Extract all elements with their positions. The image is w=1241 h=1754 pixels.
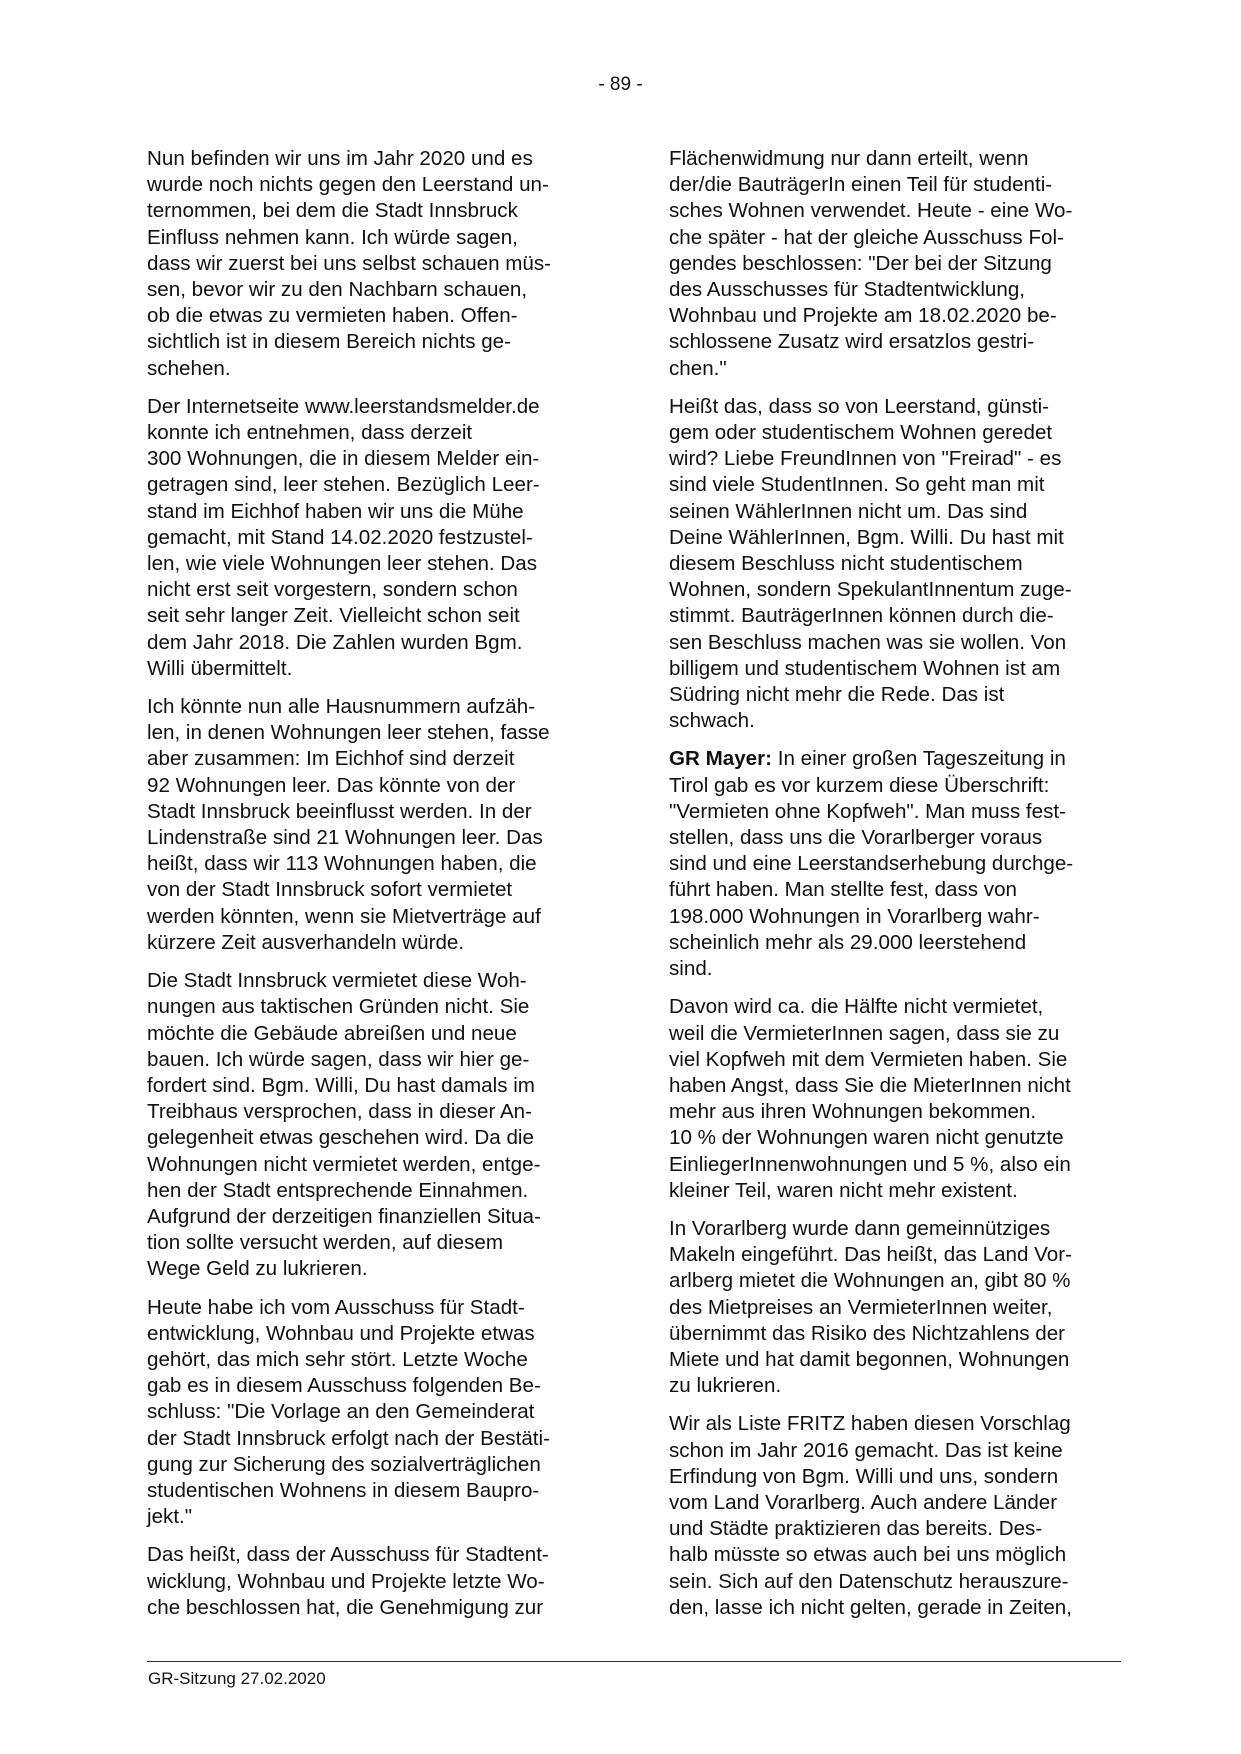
text-line: gung zur Sicherung des sozialverträglichen [147,1452,541,1476]
text-line: Deine WählerInnen, Bgm. Willi. Du hast mit [669,525,1064,549]
text-line: studentischen Wohnens in diesem Baupro- [147,1478,540,1502]
text-line: schwach. [669,709,755,733]
text-line: EinliegerInnenwohnungen und 5 %, also ein [669,1152,1071,1176]
text-line: sind und eine Leerstandserhebung durchge- [669,852,1074,876]
text-line: Das heißt, dass der Ausschuss für Stadtent- [147,1543,549,1567]
footer-text: GR-Sitzung 27.02.2020 [148,1669,326,1688]
text-line: weil die VermieterInnen sagen, dass sie zu [669,1021,1060,1045]
text-line: 92 Wohnungen leer. Das könnte von der [147,773,516,797]
text-line: Wohnungen nicht vermietet werden, entge- [147,1152,541,1176]
paragraph [669,1411,1137,1621]
text-line: schluss: "Die Vorlage an den Gemeinderat [147,1400,535,1424]
text-line: dass wir zuerst bei uns selbst schauen müs- [147,251,552,275]
text-line: Lindenstraße sind 21 Wohnungen leer. Das [147,826,543,850]
text-line: Der Internetseite www.leerstandsmelder.de [147,394,540,418]
text-line: wurde noch nichts gegen den Leerstand un- [147,173,549,197]
text-line: Heute habe ich vom Ausschuss für Stadt- [147,1295,525,1319]
text-line: des Ausschusses für Stadtentwicklung, [669,278,1026,302]
text-line: sen Beschluss machen was sie wollen. Von [669,630,1067,654]
text-line: nicht erst seit vorgestern, sondern schon [147,578,518,602]
text-line: sind viele StudentInnen. So geht man mit [669,473,1045,497]
text-line: Willi übermittelt. [147,656,293,680]
text-line: gelegenheit etwas geschehen wird. Da die [147,1126,534,1150]
text-line: schehen. [147,356,231,380]
text-line: dem Jahr 2018. Die Zahlen wurden Bgm. [147,630,523,654]
text-line: mehr aus ihren Wohnungen bekommen. [669,1100,1037,1124]
text-line [669,746,1137,772]
text-line: Die Stadt Innsbruck vermietet diese Woh- [147,969,527,993]
text-line: getragen sind, leer stehen. Bezüglich Leer- [147,473,540,497]
text-line: sches Wohnen verwendet. Heute - eine Wo- [669,199,1073,223]
text-line: Miete und hat damit begonnen, Wohnungen [669,1347,1070,1371]
text-line: Stadt Innsbruck beeinflusst werden. In der [147,799,532,823]
text-line: Treibhaus versprochen, dass in dieser An- [147,1100,532,1124]
paragraph [669,994,1137,1204]
paragraph [669,746,1137,982]
text-line: Nun befinden wir uns im Jahr 2020 und es [147,147,533,170]
paragraph [147,1542,615,1621]
text-line: und Städte praktizieren das bereits. Des- [669,1517,1043,1541]
text-line: sein. Sich auf den Datenschutz herauszure- [669,1569,1069,1593]
text-line: Wir als Liste FRITZ haben diesen Vorschlag [669,1412,1071,1436]
paragraph [147,1295,615,1531]
text-line: übernimmt das Risiko des Nichtzahlens der [669,1321,1066,1345]
text-line: 300 Wohnungen, die in diesem Melder ein- [147,447,540,471]
text-line: des Mietpreises an VermieterInnen weiter, [669,1295,1053,1319]
text-line: len, wie viele Wohnungen leer stehen. Das [147,552,537,576]
text-line: fordert sind. Bgm. Willi, Du hast damals im [147,1073,535,1097]
text-line: zu lukrieren. [669,1374,782,1398]
text-line: werden könnten, wenn sie Mietverträge auf [147,904,541,928]
text-line: tion sollte versucht werden, auf diesem [147,1231,503,1255]
paragraph [669,146,1137,382]
text-line: haben Angst, dass Sie die MieterInnen nicht [669,1073,1071,1097]
text-line: billigem und studentischem Wohnen ist am [669,656,1061,680]
text-line: gemacht, mit Stand 14.02.2020 festzustel- [147,525,533,549]
paragraph [147,394,615,682]
speaker-name: GR Mayer: [669,747,772,771]
text-line: jekt." [147,1505,193,1529]
text-line: diesem Beschluss nicht studentischem [669,552,1023,576]
text-line: gendes beschlossen: "Der bei der Sitzung [669,251,1052,275]
text-line: sen, bevor wir zu den Nachbarn schauen, [147,278,528,302]
text-line: Davon wird ca. die Hälfte nicht vermietet, [669,995,1044,1019]
text-line: Wohnen, sondern SpekulantInnentum zuge- [669,578,1072,602]
text-line: den, lasse ich nicht gelten, gerade in Zeiten, [669,1595,1072,1619]
text-line: führt haben. Man stellte fest, dass von [669,878,1018,902]
footer-rule [147,1661,1121,1662]
text-line: wird? Liebe FreundInnen von "Freirad" - es [669,447,1062,471]
text-line: Aufgrund der derzeitigen finanziellen Situa- [147,1204,541,1228]
text-line: ternommen, bei dem die Stadt Innsbruck [147,199,518,223]
text-line: Ich könnte nun alle Hausnummern aufzäh- [147,695,536,719]
paragraph [669,1216,1137,1399]
text-line: der/die BauträgerIn einen Teil für studenti- [669,173,1053,197]
text-line: von der Stadt Innsbruck sofort vermietet [147,878,513,902]
text-line: konnte ich entnehmen, dass derzeit [147,421,473,445]
text-line: heißt, dass wir 113 Wohnungen haben, die [147,852,537,876]
text-line: aber zusammen: Im Eichhof sind derzeit [147,747,515,771]
text-line: Makeln eingeführt. Das heißt, das Land Vor- [669,1243,1072,1267]
text-line: Wege Geld zu lukrieren. [147,1257,368,1281]
right-column [669,146,1137,1633]
text-line: Südring nicht mehr die Rede. Das ist [669,683,1005,707]
text-line: halb müsste so etwas auch bei uns möglich [669,1543,1067,1567]
text-line: viel Kopfweh mit dem Vermieten haben. Sie [669,1047,1068,1071]
text-line: gehört, das mich sehr stört. Letzte Woche [147,1347,528,1371]
text-line: 10 % der Wohnungen waren nicht genutzte [669,1126,1064,1150]
text-line: ob die etwas zu vermieten haben. Offen- [147,304,518,328]
text-line: Wohnbau und Projekte am 18.02.2020 be- [669,304,1057,328]
left-column [147,146,615,1633]
text-line: der Stadt Innsbruck erfolgt nach der Bestäti- [147,1426,550,1450]
text-line: stand im Eichhof haben wir uns die Mühe [147,499,524,523]
text-line: sichtlich ist in diesem Bereich nichts ge- [147,330,511,354]
text-line: schon im Jahr 2016 gemacht. Das ist keine [669,1438,1063,1462]
text-line: vom Land Vorarlberg. Auch andere Länder [669,1490,1058,1514]
text-line: arlberg mietet die Wohnungen an, gibt 80 % [669,1269,1071,1293]
text-line: sind. [669,957,713,981]
text-line: hen der Stadt entsprechende Einnahmen. [147,1178,529,1202]
text-line: kleiner Teil, waren nicht mehr existent. [669,1178,1018,1202]
paragraph [147,968,615,1282]
text-line: Einfluss nehmen kann. Ich würde sagen, [147,225,518,249]
speaker-text: In einer großen Tageszeitung in [772,747,1066,771]
text-line: kürzere Zeit ausverhandeln würde. [147,930,465,954]
text-line: bauen. Ich würde sagen, dass wir hier ge- [147,1047,530,1071]
text-line: len, in denen Wohnungen leer stehen, fasse [147,721,550,745]
text-line: 198.000 Wohnungen in Vorarlberg wahr- [669,904,1040,928]
paragraph [147,146,615,382]
text-line: Heißt das, dass so von Leerstand, günsti- [669,394,1050,418]
text-line: stimmt. BauträgerInnen können durch die- [669,604,1054,628]
text-line: seinen WählerInnen nicht um. Das sind [669,499,1028,523]
text-line: stellen, dass uns die Vorarlberger voraus [669,826,1043,850]
text-line: wicklung, Wohnbau und Projekte letzte Wo- [147,1569,545,1593]
paragraph [669,394,1137,735]
text-line: gab es in diesem Ausschuss folgenden Be- [147,1374,541,1398]
text-line: gem oder studentischem Wohnen geredet [669,421,1053,445]
text-line: Tirol gab es vor kurzem diese Überschrift: [669,773,1050,797]
text-line: scheinlich mehr als 29.000 leerstehend [669,930,1027,954]
text-line: chen." [669,356,727,380]
text-line: schlossene Zusatz wird ersatzlos gestri- [669,330,1035,354]
text-line: Flächenwidmung nur dann erteilt, wenn [669,147,1029,170]
text-line: entwicklung, Wohnbau und Projekte etwas [147,1321,535,1345]
paragraph [147,694,615,956]
text-line: möchte die Gebäude abreißen und neue [147,1021,517,1045]
text-line: nungen aus taktischen Gründen nicht. Sie [147,995,530,1019]
text-line: seit sehr langer Zeit. Vielleicht schon seit [147,604,520,628]
text-line: che beschlossen hat, die Genehmigung zur [147,1595,544,1619]
text-line: che später - hat der gleiche Ausschuss Fol- [669,225,1064,249]
page-number: - 89 - [598,74,643,95]
text-line: "Vermieten ohne Kopfweh". Man muss fest- [669,799,1066,823]
text-line: Erfindung von Bgm. Willi und uns, sondern [669,1464,1059,1488]
text-line: In Vorarlberg wurde dann gemeinnütziges [669,1216,1051,1240]
